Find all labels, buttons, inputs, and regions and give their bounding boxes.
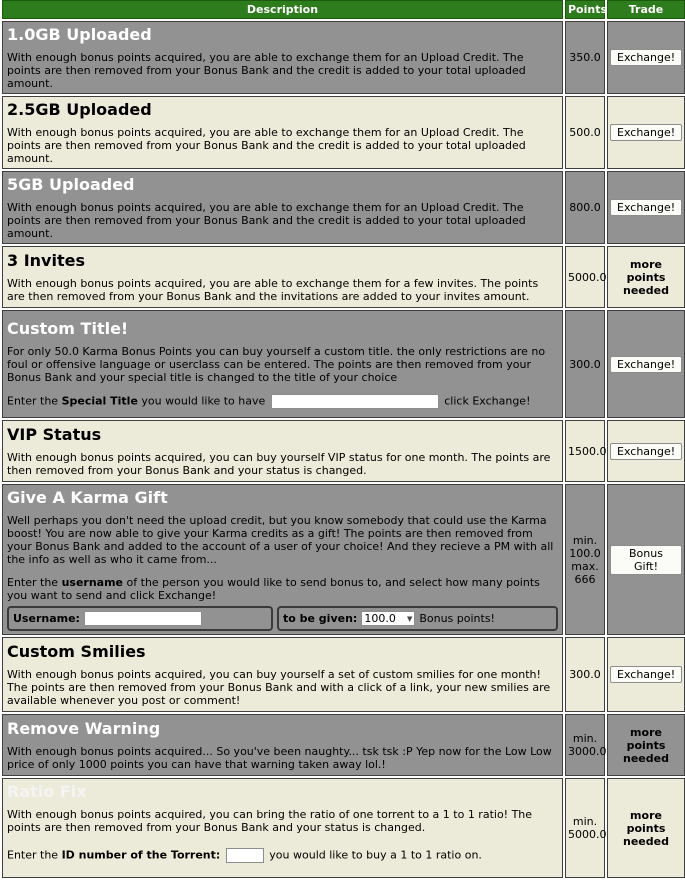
row-description (2, 778, 563, 878)
row-trade (607, 714, 685, 776)
table-row (2, 246, 685, 308)
row-points: min. 5000.0 (565, 778, 605, 878)
table-row (2, 637, 685, 712)
row-title: 2.5GB Uploaded (7, 100, 152, 119)
table-row (2, 96, 685, 169)
exchange-button[interactable]: Exchange! (610, 356, 682, 373)
row-trade (607, 171, 685, 244)
points-select[interactable]: 100.0 ▼ (361, 611, 415, 626)
row-title: Ratio Fix (7, 782, 87, 801)
table-row (2, 310, 685, 418)
row-points: 300.0 (565, 637, 605, 712)
table-header (2, 0, 685, 19)
exchange-button[interactable]: Exchange! (610, 199, 682, 216)
row-trade (607, 310, 685, 418)
row-description (2, 420, 563, 482)
table-row (2, 21, 685, 94)
more-points-needed: more points needed (623, 257, 669, 297)
gift-prompt: Enter the username of the person you would like to send bonus to, and select how many points you want to send and click Exchange! (7, 576, 540, 602)
row-points: 800.0 (565, 171, 605, 244)
row-description (2, 484, 563, 635)
exchange-button[interactable]: Exchange! (610, 124, 682, 141)
table-row (2, 714, 685, 776)
table-row (2, 778, 685, 878)
row-text: With enough bonus points acquired, you are able to exchange them for an Upload Credit. The points are then removed from your Bonus Bank and the credit is added to your total uploaded amount. (7, 126, 526, 165)
row-trade (607, 778, 685, 878)
points-group: to be given: 100.0 ▼ Bonus points! (277, 606, 558, 631)
row-text: With enough bonus points acquired, you can bring the ratio of one torrent to a 1 to 1 ratio! The points are then removed from your Bonus Bank and your status is changed. (7, 808, 533, 834)
row-description (2, 171, 563, 244)
row-title: Custom Title! (7, 319, 129, 338)
row-trade (607, 637, 685, 712)
row-points: 500.0 (565, 96, 605, 169)
exchange-button[interactable]: Exchange! (610, 49, 682, 66)
row-trade (607, 420, 685, 482)
row-title: 1.0GB Uploaded (7, 25, 152, 44)
header-description: Description (2, 0, 563, 19)
row-text: With enough bonus points acquired, you are able to exchange them for a few invites. The points are then removed from your Bonus Bank and the invitations are added to your invites amount. (7, 277, 539, 303)
header-trade: Trade (607, 0, 685, 19)
username-group: Username: (7, 606, 273, 631)
username-input[interactable] (84, 611, 202, 626)
row-text: With enough bonus points acquired, you can buy yourself a set of custom smilies for one month! The points are then removed from your Bonus Bank and with a click of a link, your new smilies are available whenever you post or comment! (7, 668, 551, 707)
row-text: With enough bonus points acquired, you can buy yourself VIP status for one month. The points are then removed from your Bonus Bank and your status is changed. (7, 451, 551, 477)
gift-form (7, 606, 558, 631)
bonus-gift-button[interactable]: Bonus Gift! (610, 545, 682, 575)
row-description (2, 96, 563, 169)
chevron-down-icon: ▼ (406, 614, 413, 623)
row-points: 300.0 (565, 310, 605, 418)
row-trade (607, 21, 685, 94)
row-text: With enough bonus points acquired... So you've been naughty... tsk tsk :P Yep now for the Low Low price of only 1000 points you can have that warning taken away lol.! (7, 745, 552, 771)
row-title: Give A Karma Gift (7, 488, 168, 507)
exchange-button[interactable]: Exchange! (610, 443, 682, 460)
row-trade (607, 246, 685, 308)
more-points-needed: more points needed (623, 725, 669, 765)
row-points: min. 3000.0 (565, 714, 605, 776)
row-description (2, 310, 563, 418)
row-text: With enough bonus points acquired, you are able to exchange them for an Upload Credit. The points are then removed from your Bonus Bank and the credit is added to your total uploaded amount. (7, 51, 526, 90)
row-description (2, 246, 563, 308)
special-title-input[interactable] (271, 394, 439, 409)
row-points: 350.0 (565, 21, 605, 94)
row-description (2, 714, 563, 776)
table-row (2, 171, 685, 244)
row-description (2, 21, 563, 94)
row-text: Well perhaps you don't need the upload credit, but you know somebody that could use the Karma boost! You are now able to give your Karma credits as a gift! The points are then removed from your Bonus Bank and added to the account of a user of your choice! And they recieve a PM with all the info as well as who it came from... (7, 514, 554, 566)
row-trade (607, 96, 685, 169)
row-title: 5GB Uploaded (7, 175, 135, 194)
row-title: VIP Status (7, 425, 102, 444)
custom-title-prompt: Enter the Special Title you would like to have click Exchange! (7, 394, 531, 408)
header-points: Points (565, 0, 605, 19)
row-text: With enough bonus points acquired, you are able to exchange them for an Upload Credit. The points are then removed from your Bonus Bank and the credit is added to your total uploaded amount. (7, 201, 526, 240)
torrent-id-input[interactable] (226, 848, 264, 863)
ratio-fix-prompt: Enter the ID number of the Torrent: you would like to buy a 1 to 1 ratio on. (7, 848, 482, 862)
row-title: 3 Invites (7, 251, 85, 270)
row-trade (607, 484, 685, 635)
row-points: 5000.0 (565, 246, 605, 308)
row-text: For only 50.0 Karma Bonus Points you can buy yourself a custom title. the only restrictions are no foul or offensive language or userclass can be entered. The points are then removed from your Bonus Bank and your special title is changed to the title of your choice (7, 345, 546, 384)
table-row (2, 484, 685, 635)
row-title: Remove Warning (7, 719, 161, 738)
row-points: 1500.0 (565, 420, 605, 482)
more-points-needed: more points needed (623, 808, 669, 848)
row-description (2, 637, 563, 712)
table-row (2, 420, 685, 482)
row-title: Custom Smilies (7, 642, 146, 661)
exchange-button[interactable]: Exchange! (610, 666, 682, 683)
row-points: min. 100.0 max. 666 (565, 484, 605, 635)
